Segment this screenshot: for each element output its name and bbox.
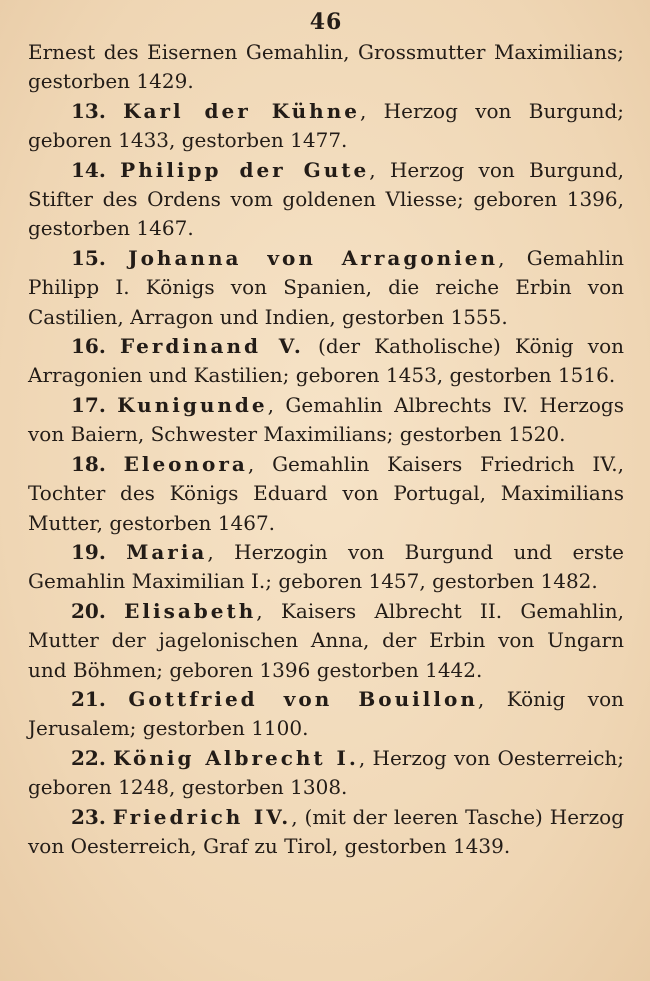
entry-name: Kunigunde: [117, 392, 268, 417]
page-number: 46: [309, 9, 343, 35]
entry-continuation-text: Ernest des Eisernen Gemahlin, Grossmutter Maximilians; gestorben 1429.: [28, 40, 624, 94]
entry-name: Friedrich IV.: [112, 804, 292, 829]
entry-text: , Herzog von Oesterreich; geboren 1248, gestorben 1308.: [28, 745, 625, 800]
entry-text: , Gemahlin Philipp I. Königs von Spanien, die reiche Erbin von Castilien, Arragon und Indien, gestorben 1555.: [28, 245, 624, 329]
entry-name: Ferdinand V.: [120, 334, 304, 359]
entry-13: [28, 97, 624, 156]
entry-number: 13.: [71, 98, 106, 123]
entry-14: [28, 156, 624, 244]
entry-16: [28, 332, 624, 391]
entry-22: [28, 744, 624, 803]
entry-23: [28, 803, 624, 862]
entry-text: , Herzog von Burgund; geboren 1433, gestorben 1477.: [28, 98, 624, 153]
entry-name: Maria: [126, 539, 208, 564]
entry-text: , Gemahlin Albrechts IV. Herzogs von Baiern, Schwester Maximilians; gestorben 1520.: [28, 392, 625, 447]
entry-list: [28, 38, 624, 861]
entry-text: , Herzogin von Burgund und erste Gemahlin Maximilian I.; geboren 1457, gestorben 1482.: [28, 539, 624, 594]
entry-text: , Herzog von Burgund, Stifter des Ordens vom goldenen Vliesse; geboren 1396, gestorben 1467.: [28, 157, 624, 241]
entry-text: , Gemahlin Kaisers Friedrich IV., Tochter des Königs Eduard von Portugal, Maximilians Mutter, gestorben 1467.: [28, 451, 624, 535]
entry-name: König Albrecht I.: [113, 745, 359, 770]
entry-name: Philipp der Gute: [120, 157, 370, 182]
entry-20: [28, 597, 624, 685]
entry-18: [28, 450, 624, 538]
entry-number: 19.: [71, 539, 106, 564]
entry-17: [28, 391, 624, 450]
entry-number: 20.: [71, 598, 106, 623]
entry-name: Gottfried von Bouillon: [128, 686, 478, 711]
entry-number: 14.: [71, 157, 106, 182]
entry-text: , König von Jerusalem; gestorben 1100.: [28, 686, 624, 741]
entry-name: Karl der Kühne: [123, 98, 360, 123]
entry-text: (der Katholische) König von Arragonien und Kastilien; geboren 1453, gestorben 1516.: [28, 334, 625, 388]
entry-15: [28, 244, 624, 332]
entry-number: 17.: [71, 392, 106, 417]
entry-21: [28, 685, 624, 744]
entry-name: Elisabeth: [124, 598, 257, 623]
entry-number: 16.: [71, 334, 106, 359]
entry-number: 15.: [71, 245, 106, 270]
entry-number: 23.: [71, 804, 106, 829]
entry-number: 21.: [71, 686, 106, 711]
entry-name: Johanna von Arragonien: [128, 245, 499, 270]
entry-text: , Kaisers Albrecht II. Gemahlin, Mutter der jagelonischen Anna, der Erbin von Ungarn und Böhmen; geboren 1396 gestorben 1442.: [28, 598, 625, 682]
entry-19: [28, 538, 624, 597]
entry-number: 18.: [71, 451, 106, 476]
entry-name: Eleonora: [123, 451, 248, 476]
entry-continuation: [28, 38, 624, 97]
entry-number: 22.: [71, 745, 106, 770]
entry-text: , (mit der leeren Tasche) Herzog von Oesterreich, Graf zu Tirol, gestorben 1439.: [28, 804, 625, 858]
